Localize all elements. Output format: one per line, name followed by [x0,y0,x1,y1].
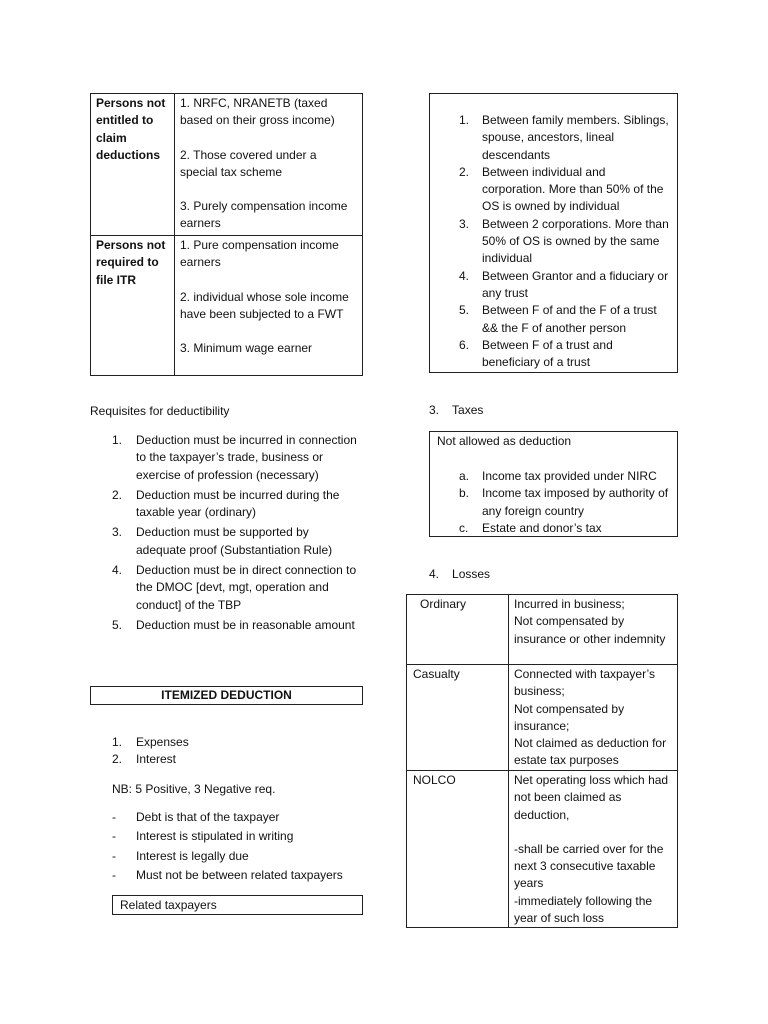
row-label: Ordinary [407,595,509,665]
row-content [175,236,363,376]
row-label: Persons not entitled to claim deductions [91,94,175,236]
table-row [91,236,363,376]
list-item: - Interest is stipulated in writing [112,829,294,844]
table-row [91,94,363,236]
row-content: Incurred in business; Not compensated by insurance or other indemnity [509,595,678,665]
list-item: - Must not be between related taxpayers [112,867,343,882]
table-row [407,771,678,928]
taxes-list [459,468,671,537]
list-item: 4. Between Grantor and a fiduciary or any trust [459,268,669,300]
related-list [459,112,671,371]
list-item: - Debt is that of the taxpayer [112,810,280,824]
deduction-persons-table [90,93,363,376]
list-item: 2. Between individual and corporation. More than 50% of the OS is owned by individual [459,164,664,214]
row-item: 3. Purely compensation income earners [180,199,348,231]
row-item: 1. NRFC, NRANETB (taxed based on their gross income) [180,96,335,128]
taxes-heading: 3. Taxes [429,403,484,417]
list-item: 4. Deduction must be in direct connection to the DMOC [devt, mgt, operation and conduct] of the TBP [112,563,357,612]
interest-requirements [112,809,372,884]
list-item: 2. Deduction must be incurred during the taxable year (ordinary) [112,487,340,520]
row-content [175,94,363,236]
list-item: 1. Expenses [112,735,189,749]
row-label: Casualty [407,665,509,771]
list-item: b. Income tax imposed by authority of any foreign country [459,486,669,518]
list-item: 6. Between F of a trust and beneficiary of a trust [459,337,613,370]
table-row [407,595,678,665]
list-item: 2. Interest [112,752,177,767]
requisites-list [112,432,362,634]
related-taxpayers-box [429,93,678,373]
list-item: 5. Between F of and the F of a trust && the F of another person [459,303,657,335]
list-item: 3. Between 2 corporations. More than 50% of OS is owned by the same individual [459,216,669,266]
list-item: - Interest is legally due [112,848,249,863]
related-taxpayers-title: Related taxpayers [112,895,363,915]
row-item: 1. Pure compensation income earners [180,238,339,270]
list-item: c. Estate and donor’s tax [459,520,602,535]
nb-note: NB: 5 Positive, 3 Negative req. [112,782,276,796]
row-item: 2. Those covered under a special tax scheme [180,147,317,179]
list-item: 1. Deduction must be incurred in connection to the taxpayer’s trade, business or exercise of profession (necessary) [112,433,357,482]
list-item: 5. Deduction must be in reasonable amount [112,617,355,632]
losses-table [406,594,678,928]
row-content: Net operating loss which had not been claimed as deduction, -shall be carried over for the next 3 consecutive taxable years -immediately following the year of such loss [509,771,678,928]
taxes-box [429,431,678,537]
requisites-heading: Requisites for deductibility [90,404,230,418]
itemized-deduction-title: ITEMIZED DEDUCTION [90,686,363,705]
table-row [407,665,678,771]
row-label: NOLCO [407,771,509,928]
list-item: 1. Between family members. Siblings, spouse, ancestors, lineal descendants [459,113,669,162]
losses-heading: 4. Losses [429,567,491,581]
taxes-box-title: Not allowed as deduction [437,434,572,448]
itemized-list [112,734,362,769]
row-item: 2. individual whose sole income have been subjected to a FWT [180,289,349,321]
row-item: 3. Minimum wage earner [180,341,313,356]
list-item: a. Income tax provided under NIRC [459,469,657,483]
row-label: Persons not required to file ITR [91,236,175,376]
row-content: Connected with taxpayer’s business; Not compensated by insurance; Not claimed as deduction for estate tax purposes [509,665,678,771]
list-item: 3. Deduction must be supported by adequate proof (Substantiation Rule) [112,525,333,557]
